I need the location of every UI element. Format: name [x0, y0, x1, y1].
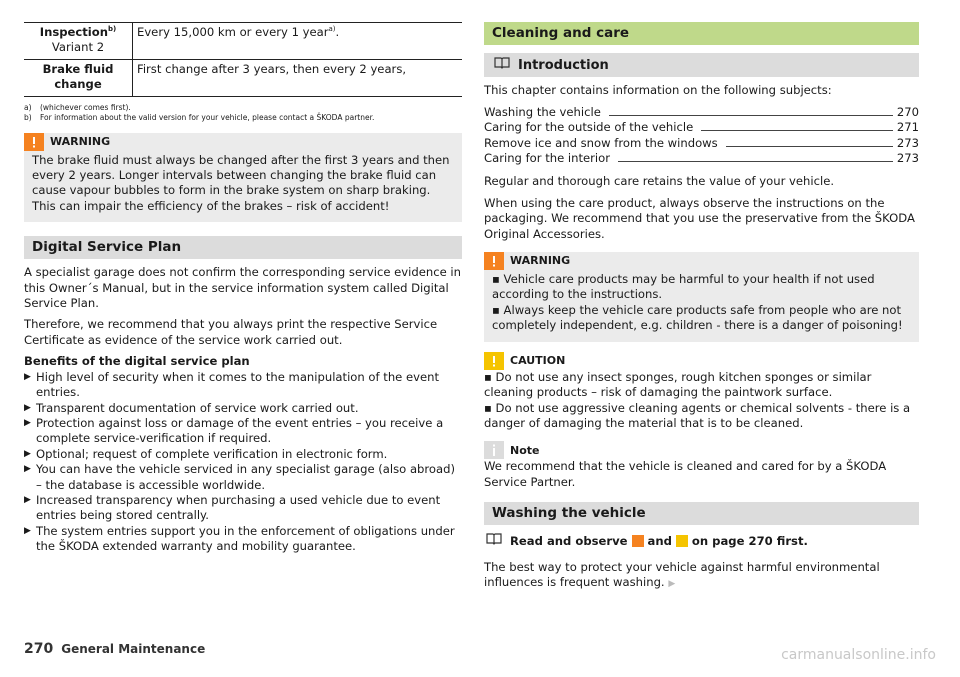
footnotes [24, 103, 462, 123]
footnote-text: For information about the valid version for your vehicle, please contact a ŠKODA partner. [40, 112, 375, 122]
bullet-arrow-icon: ▶ [24, 371, 31, 382]
row-value: First change after 3 years, then every 2 years, [137, 61, 407, 76]
toc-entry[interactable]: Washing the vehicle 270 [484, 104, 919, 119]
footnote-mark: b) [24, 112, 32, 122]
warning-label: WARNING [510, 254, 571, 268]
list-item: ▪ Vehicle care products may be harmful to your health if not used according to the instructions. [492, 272, 875, 302]
toc-entry[interactable]: Caring for the outside of the vehicle 271 [484, 120, 919, 135]
warning-label: WARNING [50, 134, 111, 148]
page-number: 270 [24, 641, 54, 657]
list-item: ▶ High level of security when it comes to the manipulation of the event entries. [24, 369, 440, 400]
bullet-arrow-icon: ▶ [24, 417, 31, 428]
toc-entry[interactable]: Remove ice and snow from the windows 273 [484, 135, 919, 150]
warning-ref-icon[interactable] [632, 535, 644, 547]
paragraph: Regular and thorough care retains the value of your vehicle. [484, 174, 835, 189]
section-title: Digital Service Plan [24, 236, 462, 259]
caution-icon [484, 352, 504, 370]
footnote-ref: b) [108, 25, 117, 34]
bullet-arrow-icon: ▶ [24, 494, 31, 505]
warning-icon [484, 252, 504, 270]
note-icon [484, 441, 504, 459]
footnote [24, 103, 462, 113]
list-item: ▶ Transparent documentation of service work carried out. [24, 400, 359, 415]
footnote-mark: a) [24, 102, 32, 112]
row-value: Every 15,000 km or every 1 year [137, 25, 329, 39]
intro-title: Introduction [518, 57, 609, 73]
bullet-arrow-icon: ▶ [24, 402, 31, 413]
list-item: ▶ Optional; request of complete verification in electronic form. [24, 446, 388, 461]
watermark: carmanualsonline.info [781, 647, 936, 663]
service-table [24, 22, 462, 97]
row-key-sub: Variant 2 [51, 40, 105, 55]
table-row [24, 59, 462, 96]
table-row [24, 23, 462, 60]
table-value-cell [133, 23, 463, 60]
warning-box [24, 133, 462, 223]
intro-header [484, 53, 919, 77]
read-observe-line: Read and observe and on page 270 first. [484, 533, 919, 549]
section-title: Washing the vehicle [484, 502, 919, 525]
footnote-ref: a) [328, 25, 336, 34]
warning-icon [24, 133, 44, 151]
warning-text: The brake fluid must always be changed after the first 3 years and then every 2 years. Longer intervals between changing the brake fluid can cause vapour bubbles to form in the brake system on sharp braking. This can impair the efficiency of the brakes – risk of accident! [32, 152, 450, 213]
note-text: We recommend that the vehicle is cleaned and cared for by a ŠKODA Service Partner. [484, 459, 887, 489]
table-value-cell [133, 59, 463, 96]
note-box [484, 441, 919, 490]
list-item: ▶ Protection against loss or damage of the event entries – you receive a complete service-verification if required. [24, 415, 444, 446]
footer-section: General Maintenance [61, 642, 206, 656]
caution-ref-icon[interactable] [676, 535, 688, 547]
caution-label: CAUTION [510, 353, 566, 367]
row-key: Inspection [39, 25, 109, 39]
left-column [24, 22, 462, 555]
chapter-title: Cleaning and care [484, 22, 919, 45]
list-item: ▪ Do not use aggressive cleaning agents or chemical solvents - there is a danger of damaging the material that is to be cleaned. [484, 400, 911, 430]
toc [484, 105, 919, 167]
paragraph: Therefore, we recommend that you always print the respective Service Certificate as evidence of the service work carried out. [24, 317, 438, 347]
caution-box [484, 352, 919, 432]
page-footer [24, 642, 205, 657]
bullet-arrow-icon: ▶ [24, 448, 31, 459]
paragraph: This chapter contains information on the following subjects: [484, 83, 832, 98]
toc-entry[interactable]: Caring for the interior 273 [484, 151, 919, 166]
row-value-end: . [335, 25, 340, 39]
right-column [484, 22, 919, 592]
paragraph: When using the care product, always observe the instructions on the packaging. We recommend that you use the preservative from the ŠKODA Original Accessories. [484, 195, 915, 241]
list-item: ▶ The system entries support you in the enforcement of obligations under the ŠKODA extended warranty and mobility guarantee. [24, 523, 455, 554]
footnote [24, 113, 462, 123]
paragraph: The best way to protect your vehicle against harmful environmental influences is frequent washing. ▶ [484, 559, 880, 589]
benefits-title: Benefits of the digital service plan [24, 354, 250, 369]
bullet-arrow-icon: ▶ [24, 464, 31, 475]
list-item: ▶ Increased transparency when purchasing a used vehicle due to event entries being stored centrally. [24, 492, 441, 523]
list-item: ▪ Do not use any insect sponges, rough kitchen sponges or similar cleaning products – risk of damaging the paintwork surface. [484, 369, 872, 400]
continue-arrow-icon: ▶ [668, 578, 676, 589]
bullet-arrow-icon: ▶ [24, 525, 31, 536]
benefits-list [24, 370, 462, 555]
table-key-cell [24, 59, 133, 96]
row-key: Brake fluid change [42, 61, 114, 92]
table-key-cell [24, 23, 133, 60]
note-label: Note [510, 443, 540, 457]
footnote-text: (whichever comes first). [40, 102, 131, 112]
warning-box [484, 252, 919, 342]
book-icon [486, 533, 502, 549]
list-item: ▶ You can have the vehicle serviced in any specialist garage (also abroad) – the database is accessible worldwide. [24, 462, 456, 492]
list-item: ▪ Always keep the vehicle care products safe from people who are not completely independent, e.g. children - there is a danger of poisoning! [492, 302, 903, 333]
book-icon [494, 57, 510, 73]
paragraph: A specialist garage does not confirm the corresponding service evidence in this Owner´s Manual, but in the service information system called Digital Service Plan. [24, 265, 461, 311]
